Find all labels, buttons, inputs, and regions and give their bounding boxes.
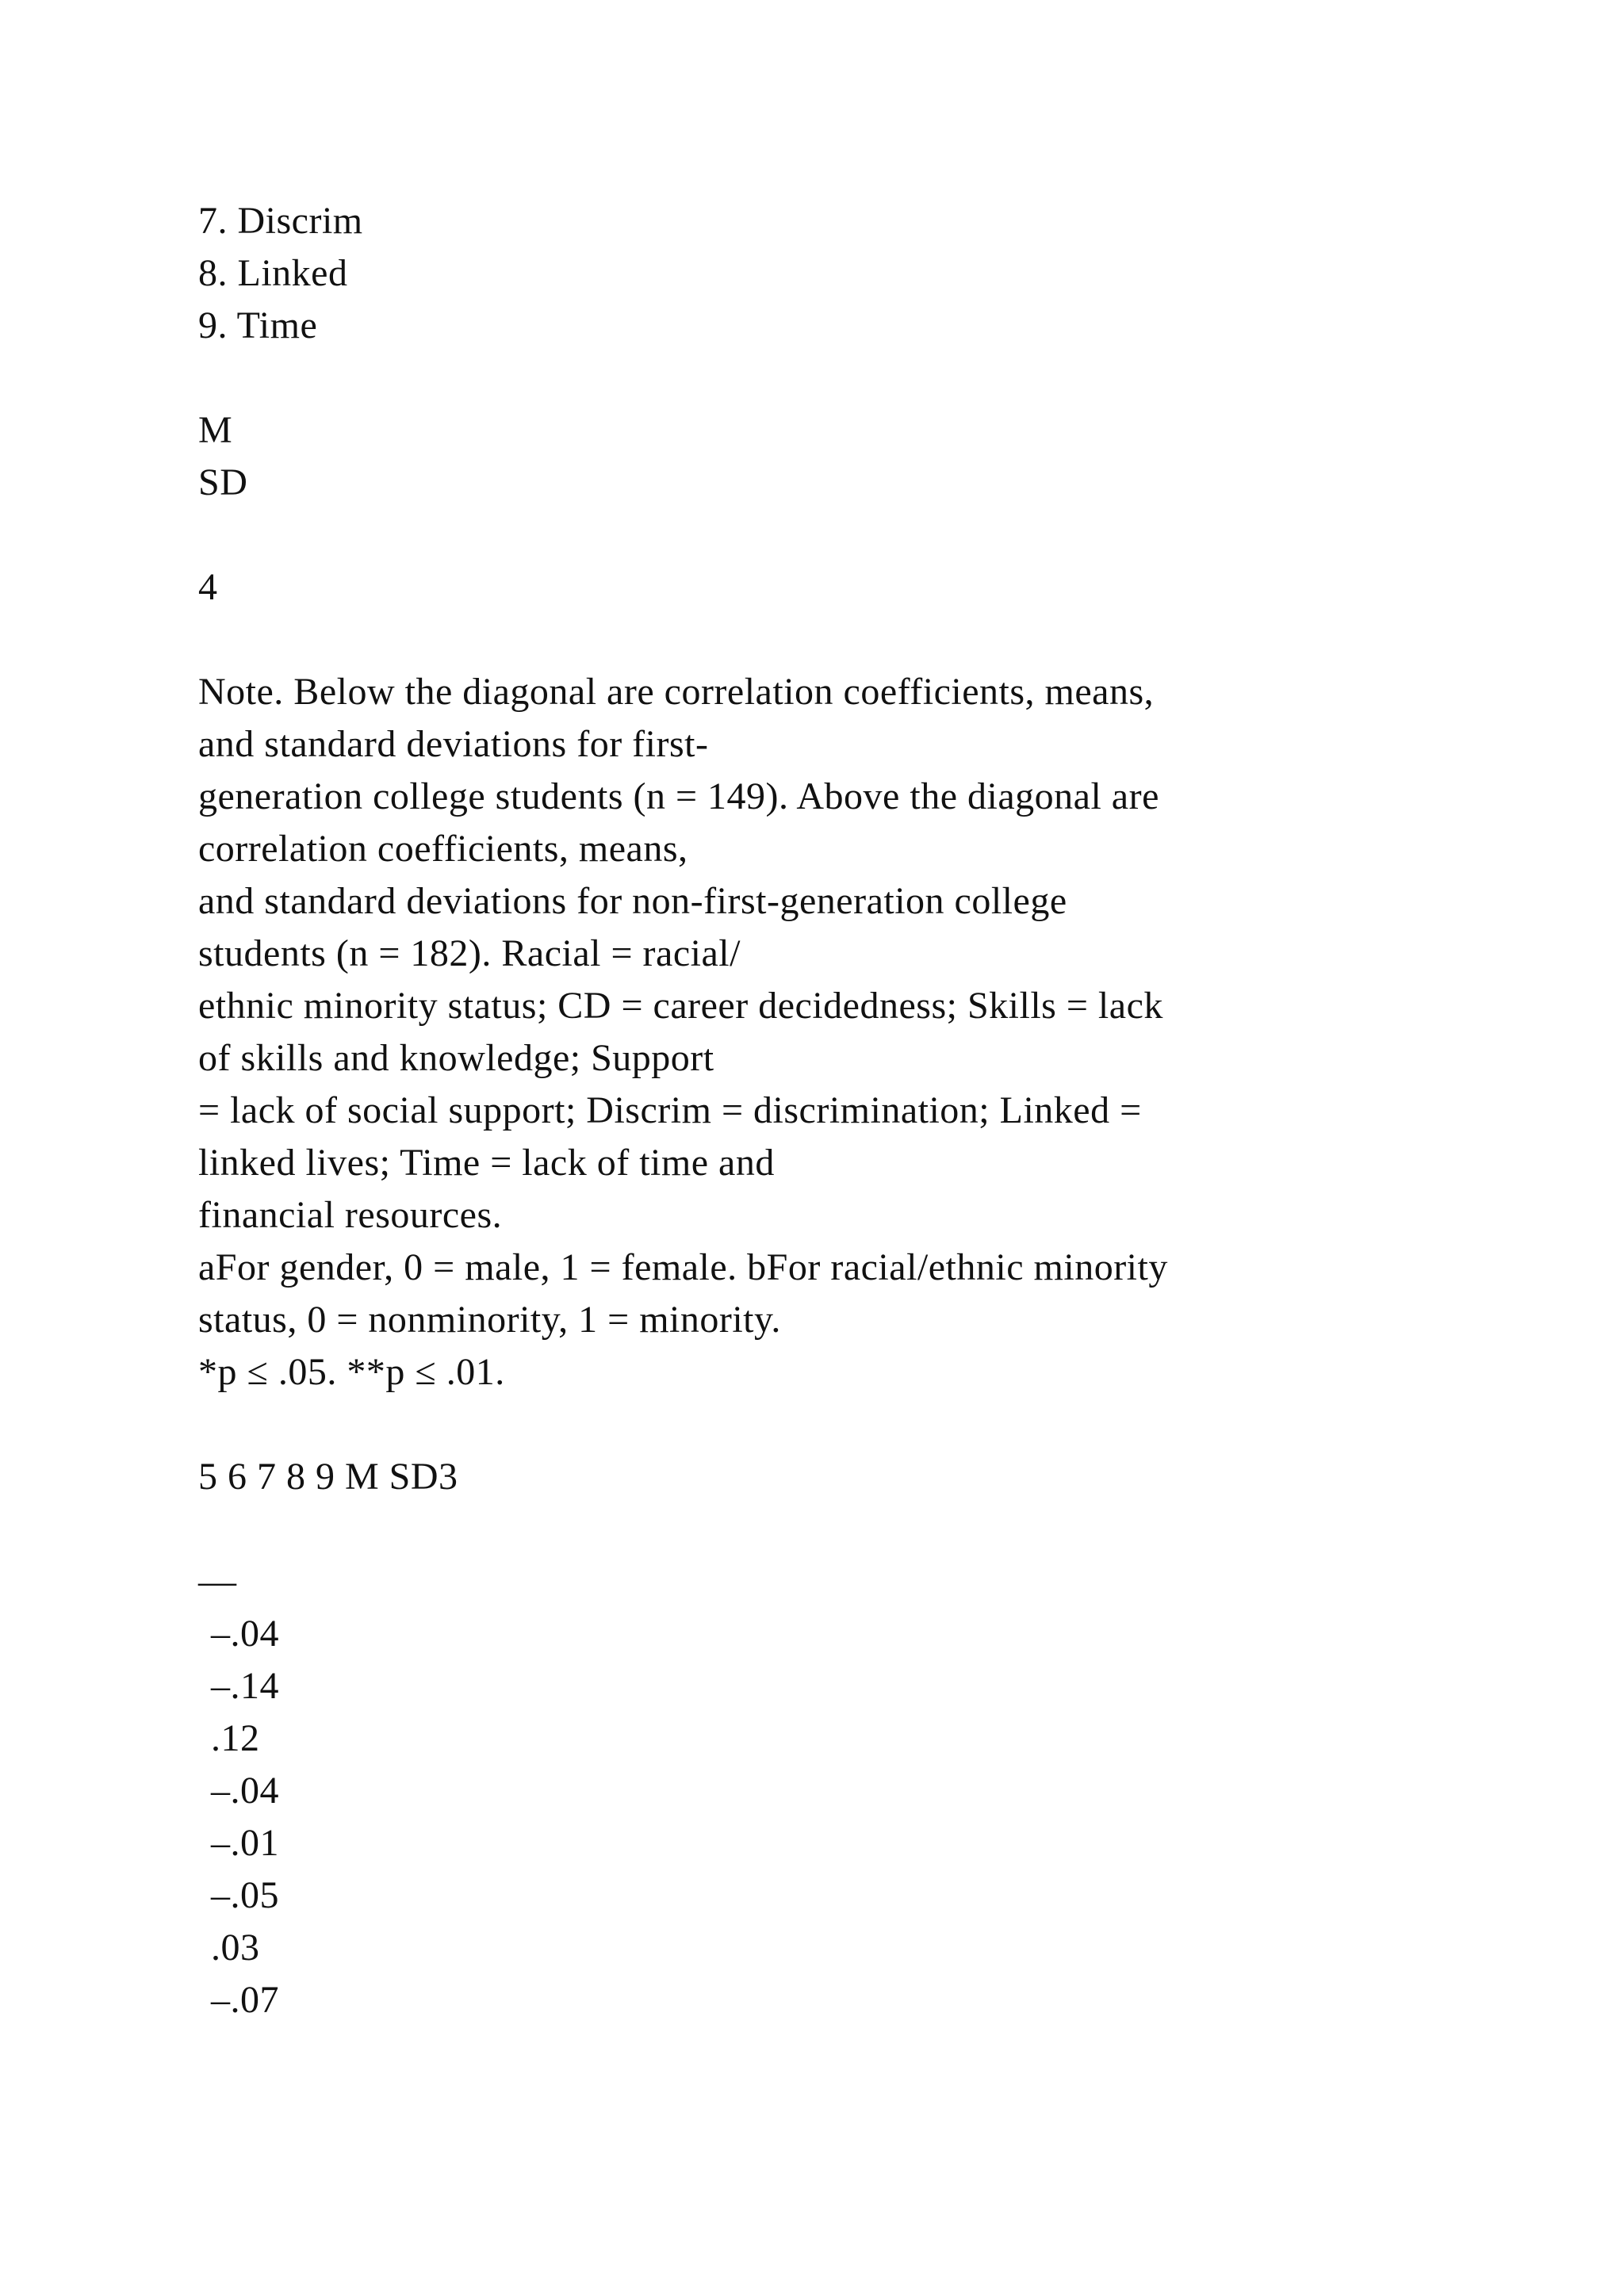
note-line: status, 0 = nonminority, 1 = minority. bbox=[198, 1299, 781, 1341]
note-line: Note. Below the diagonal are correlation coefficients, means, bbox=[198, 671, 1155, 713]
variable-label: 8. Linked bbox=[198, 252, 348, 294]
table-cell-value: –.14 bbox=[211, 1665, 279, 1707]
note-line: generation college students (n = 149). Above the diagonal are bbox=[198, 775, 1159, 817]
note-line: of skills and knowledge; Support bbox=[198, 1037, 714, 1079]
note-line: financial resources. bbox=[198, 1194, 503, 1236]
stat-label-sd: SD bbox=[198, 461, 248, 503]
table-cell-value: .12 bbox=[211, 1717, 260, 1759]
table-cell-value: .03 bbox=[211, 1927, 260, 1969]
note-line: and standard deviations for first- bbox=[198, 723, 709, 765]
table-cell-value: –.04 bbox=[211, 1770, 279, 1812]
table-cell-value: –.01 bbox=[211, 1822, 279, 1864]
note-line: ethnic minority status; CD = career decidedness; Skills = lack bbox=[198, 985, 1163, 1027]
column-headers: 5 6 7 8 9 M SD3 bbox=[198, 1456, 458, 1498]
note-line: correlation coefficients, means, bbox=[198, 828, 688, 870]
note-line: aFor gender, 0 = male, 1 = female. bFor racial/ethnic minority bbox=[198, 1246, 1168, 1288]
column-label: 4 bbox=[198, 566, 218, 608]
diagonal-dash: — bbox=[198, 1560, 237, 1602]
table-cell-value: –.04 bbox=[211, 1613, 279, 1655]
stat-label-mean: M bbox=[198, 409, 233, 451]
table-cell-value: –.05 bbox=[211, 1874, 279, 1916]
note-line: = lack of social support; Discrim = discrimination; Linked = bbox=[198, 1089, 1142, 1131]
variable-label: 9. Time bbox=[198, 304, 318, 346]
variable-label: 7. Discrim bbox=[198, 200, 363, 242]
note-line: students (n = 182). Racial = racial/ bbox=[198, 932, 741, 974]
note-line: linked lives; Time = lack of time and bbox=[198, 1142, 775, 1184]
table-cell-value: –.07 bbox=[211, 1979, 279, 2021]
note-line: *p ≤ .05. **p ≤ .01. bbox=[198, 1351, 505, 1393]
note-line: and standard deviations for non-first-generation college bbox=[198, 880, 1067, 922]
